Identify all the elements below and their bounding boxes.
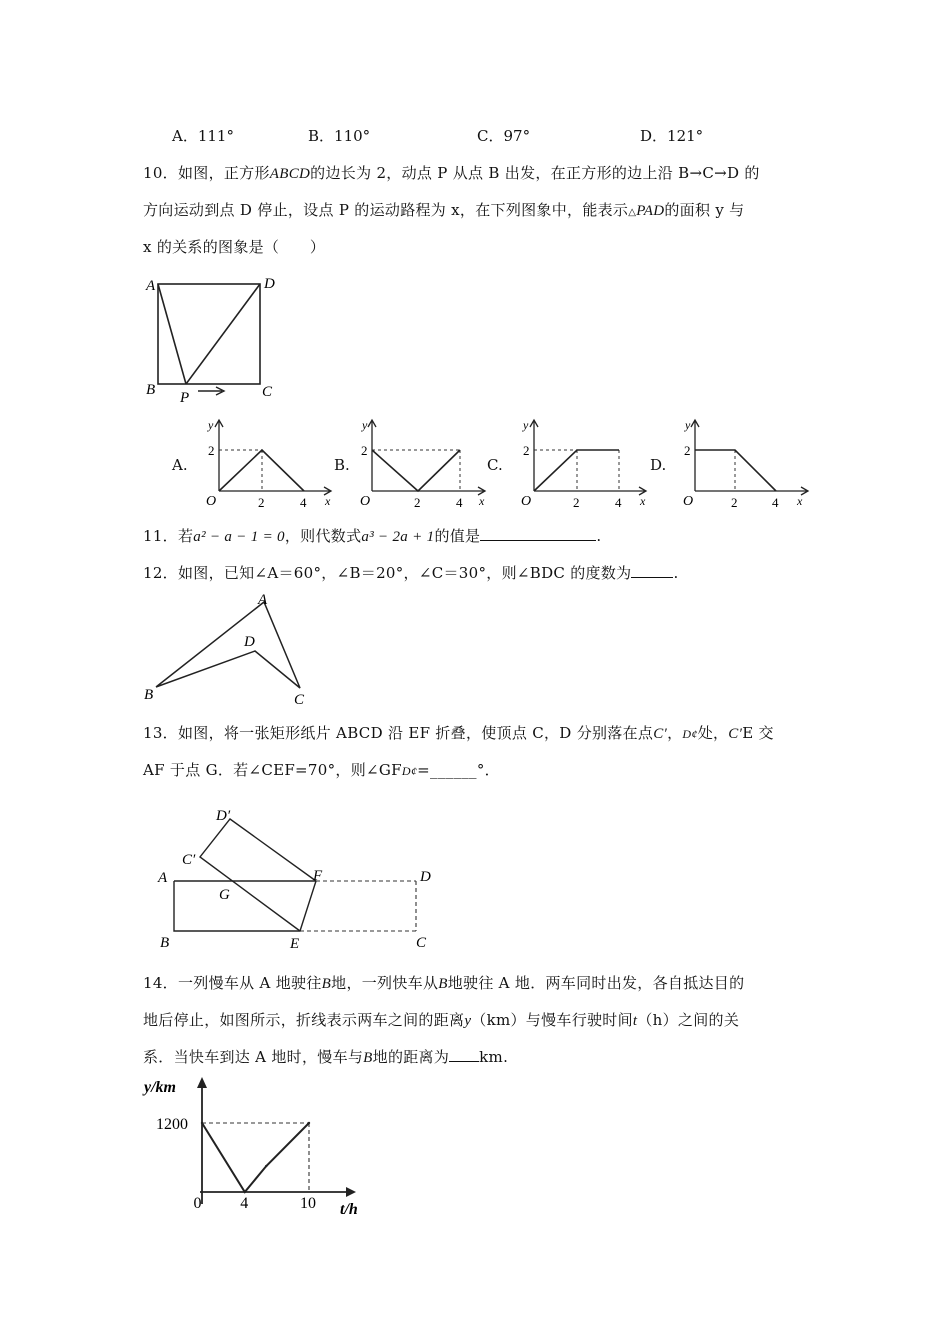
q14-x-tick-label: 10 [300,1195,316,1212]
q14-line-2: 地后停止，如图所示，折线表示两车之间的距离y（km）与慢车行驶时间t（h）之间的关 [143,1011,740,1029]
svg-text:D′: D′ [216,808,231,824]
q10-label-d: D [264,276,275,292]
q12-answer-blank[interactable] [631,563,673,578]
q10-graph-d [679,415,819,515]
q14-distance-chart [140,1074,380,1224]
svg-text:D: D [420,869,431,885]
svg-text:y: y [523,418,529,432]
q14-x-tick-label: 4 [240,1195,249,1212]
q14-series-line [202,1123,309,1192]
q10-label-a: A [146,278,156,294]
svg-text:2: 2 [361,443,368,458]
svg-text:O: O [360,494,371,509]
svg-text:B: B [160,935,170,951]
q13-line-1: 13．如图，将一张矩形纸片 ABCD 沿 EF 折叠，使顶点 C，D 分别落在点C′，D¢处，C′E 交 [143,724,774,742]
svg-text:C′: C′ [182,852,196,868]
q10-label-b: B [146,382,156,398]
q11-answer-blank[interactable] [480,526,596,541]
q10-graph-label-b: B. [334,456,350,474]
q12-line: 12．如图，已知∠A＝60°，∠B＝20°，∠C＝30°，则∠BDC 的度数为 . [143,564,679,582]
q13-figure [150,802,450,952]
svg-text:4: 4 [300,495,307,510]
q9-option-d: D．121° [640,127,704,145]
svg-text:y: y [208,418,214,432]
q14-data-point [308,1122,310,1124]
q10-graph-a [200,415,340,515]
q12-figure [140,588,330,708]
svg-text:O: O [206,494,217,509]
q9-option-b: B．110° [308,127,371,145]
svg-text:x: x [479,494,485,508]
svg-text:C: C [294,692,305,708]
q14-x-axis-arrow [346,1187,356,1197]
q10-line-3: x 的关系的图象是（ ） [143,238,326,256]
svg-text:2: 2 [731,495,738,510]
svg-text:B: B [144,687,154,703]
svg-text:2: 2 [414,495,421,510]
q11-expression: a³ − 2a + 1 [361,529,435,545]
svg-text:D: D [244,634,255,650]
svg-text:y: y [685,418,691,432]
svg-text:O: O [521,494,532,509]
svg-text:F: F [313,868,323,884]
svg-text:2: 2 [684,443,691,458]
q9-option-c: C．97° [477,127,531,145]
svg-text:2: 2 [258,495,265,510]
q10-line-2: 方向运动到点 D 停止，设点 P 的运动路程为 x，在下列图象中，能表示△PAD的面积 y 与 [143,201,745,219]
q14-y-tick-label: 1200 [156,1116,188,1133]
q14-data-point [201,1122,203,1124]
svg-text:E: E [290,936,300,952]
q10-square-figure [130,270,330,410]
svg-text:2: 2 [208,443,215,458]
svg-text:A: A [158,870,168,886]
q14-x-label: t/h [340,1201,358,1218]
svg-text:x: x [797,494,803,508]
q10-graph-c [515,415,655,515]
q14-x-tick-label: 0 [193,1195,202,1212]
q14-data-point [244,1191,246,1193]
svg-text:4: 4 [615,495,622,510]
q10-graph-b [356,415,496,515]
svg-text:4: 4 [456,495,463,510]
q9-option-a: A．111° [172,127,234,145]
q14-answer-blank[interactable] [449,1047,479,1062]
q11-equation: a² − a − 1 = 0 [193,529,285,545]
q14-data-point [265,1165,267,1167]
svg-text:G: G [219,887,230,903]
svg-text:C: C [416,935,427,951]
q10-graph-label-a: A. [172,456,188,474]
q10-label-c: C [262,384,273,400]
svg-text:O: O [683,494,694,509]
q10-label-p: P [180,390,190,406]
svg-text:4: 4 [772,495,779,510]
q14-line-1: 14．一列慢车从 A 地驶往B地，一列快车从B地驶往 A 地．两车同时出发，各自抵达目的 [143,974,745,992]
q10-graph-label-d: D. [650,456,667,474]
svg-text:x: x [325,494,331,508]
q10-line-1: 10．如图，正方形ABCD的边长为 2，动点 P 从点 B 出发，在正方形的边上沿 B→C→D 的 [143,164,760,182]
svg-text:A: A [258,592,268,608]
q10-graph-label-c: C. [487,456,503,474]
svg-text:y: y [362,418,368,432]
q13-line-2: AF 于点 G．若∠CEF=70°，则∠GFD¢=______°． [143,761,500,779]
svg-text:2: 2 [523,443,530,458]
q11-line: 11．若a² − a − 1 = 0，则代数式a³ − 2a + 1的值是 . [143,527,602,545]
svg-text:x: x [640,494,646,508]
q14-y-label: y/km [144,1079,176,1096]
svg-text:2: 2 [573,495,580,510]
q14-y-axis-arrow [197,1077,207,1088]
q14-line-3: 系．当快车到达 A 地时，慢车与B地的距离为 km. [143,1048,509,1066]
